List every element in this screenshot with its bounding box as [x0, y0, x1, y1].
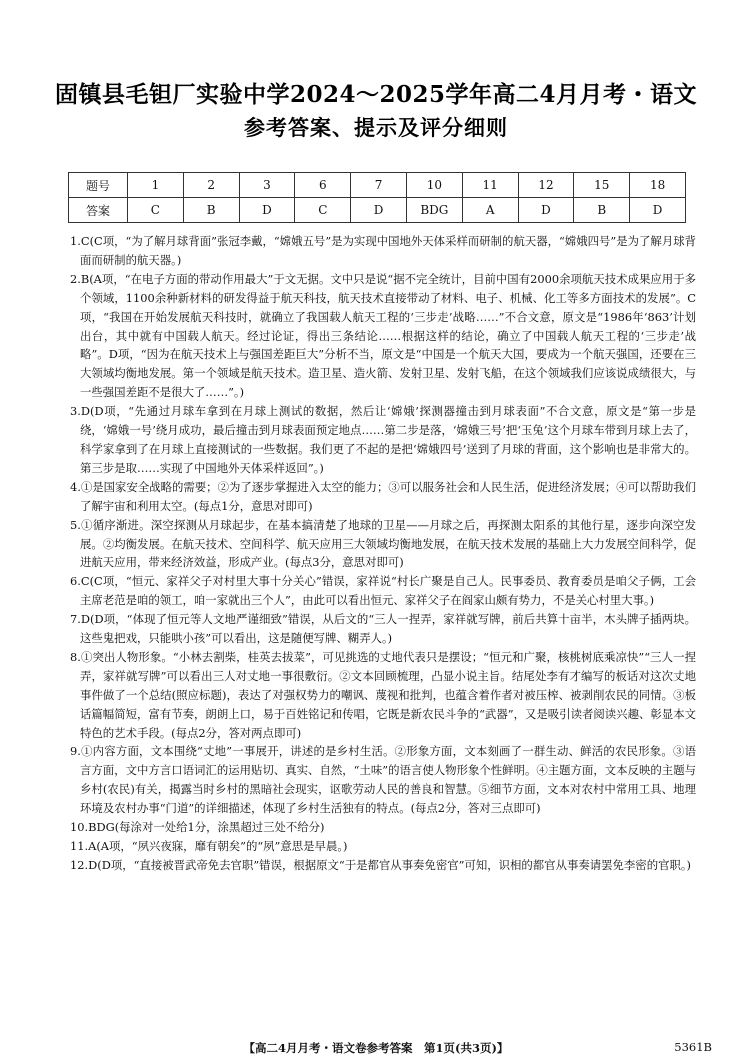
table-cell: 6 [295, 173, 351, 198]
table-cell: A [462, 198, 518, 223]
answer-explanations [70, 232, 696, 875]
page-footer: 【高二4月月考・语文卷参考答案 第1页(共3页)】 [243, 1041, 509, 1055]
table-cell: 11 [462, 173, 518, 198]
table-cell: D [630, 198, 686, 223]
explanation-item: 2.B(A项，“在电子方面的带动作用最大”于文无据。文中只是说“据不完全统计，目前中国有2000余项航天技术成果应用于多个领域，1100余种新材料的研发得益于航天科技，航天技术直接带动了材料、电子、机械、化工等多方面技术的发展”。C项，“我国在开始发展航天科技时，就确立了我国载人航天工程的‘三步走’战略……”不合文意，原文是“1986年‘863’计划出台，其中就有中国载人航天。经过论证，得出三条结论……根据这样的结论，确立了中国载人航天工程的‘三步走’战略”。D项，“因为在航天技术上与强国差距巨大”分析不当，原文是“中国是一个航天大国，要成为一个航天强国，还要在三大领域均衡地发展。第一个领域是航天技术。造卫星、造火箭、发射卫星、发射飞船，在这个领域我们应该说成绩很大，与一些强国差距不是很大了……”。) [70, 271, 696, 400]
paper-code: 5361B [674, 1040, 712, 1054]
answer-row [69, 198, 686, 223]
row-label-number: 题号 [69, 173, 128, 198]
page-title: 固镇县毛钽厂实验中学2024～2025学年高二4月月考・语文 [54, 81, 698, 108]
table-cell: B [574, 198, 630, 223]
table-cell: C [128, 198, 184, 223]
table-cell: 2 [183, 173, 239, 198]
explanation-item: 8.①突出人物形象。“小林去割柴，桂英去拔菜”，可见挑选的丈地代表只是摆设；“恒元和广聚，核桃树底乘凉快”“三人一捏弄，家祥就写牌”可以看出三人对丈地一事很敷衍。②文本回顾梳理，凸显小说主旨。结尾处李有才编写的板话对这次丈地事件做了一个总结(照应标题)，表达了对强权势力的嘲讽、蔑视和批判，也蕴含着作者对被压榨、被剥削农民的同情。③板话篇幅简短，富有节奏，朗朗上口，易于百姓铭记和传唱，它既是新农民斗争的“武器”，又是吸引读者阅读兴趣、彰显本文特色的艺术手段。(每点2分，答对两点即可) [70, 649, 696, 740]
page-subtitle: 参考答案、提示及评分细则 [244, 115, 508, 140]
table-cell: 18 [630, 173, 686, 198]
explanation-item: 7.D(D项，“体现了恒元等人文地严谨细致”错误，从后文的“三人一捏弄，家祥就写牌，前后共算十亩半，木头牌子插两块。这些鬼把戏，只能哄小孩”可以看出，这是随便写牌、糊弄人。) [70, 612, 696, 646]
explanation-item: 10.BDG(每涂对一处给1分，涂黑超过三处不给分) [70, 820, 325, 835]
explanation-item: 4.①是国家安全战略的需要；②为了逐步掌握进入太空的能力；③可以服务社会和人民生活，促进经济发展；④可以帮助我们了解宇宙和利用太空。(每点1分，意思对即可) [70, 479, 696, 513]
table-cell: 1 [128, 173, 184, 198]
explanation-item: 1.C(C项，“为了解月球背面”张冠李戴，“嫦娥五号”是为实现中国地外天体采样而研制的航天器，“嫦娥四号”是为了解月球背面而研制的航天器。) [70, 234, 696, 267]
explanation-item: 5.①循序渐进。深空探测从月球起步，在基本搞清楚了地球的卫星——月球之后，再探测太阳系的其他行星，逐步向深空发展。②均衡发展。在航天技术、空间科学、航天应用三大领域均衡地发展，在航天技术发展的基础上大力发展空间科学，促进航天应用，带来经济效益，形成产业。(每点3分，意思对即可) [70, 517, 696, 570]
answer-table [68, 172, 686, 223]
table-cell: C [295, 198, 351, 223]
explanation-item: 12.D(D项，“直接被晋武帝免去官职”错误，根据原文“于是都官从事奏免密官”可知，识相的都官从事奏请罢免李密的官职。) [70, 857, 692, 872]
table-cell: 15 [574, 173, 630, 198]
table-cell: 10 [406, 173, 462, 198]
table-cell: D [351, 198, 407, 223]
explanation-item: 6.C(C项，“恒元、家祥父子对村里大事十分关心”错误，家祥说“村长广聚是自己人。民事委员、教育委员是咱父子俩，工会主席老范是咱的领工，咱一家就出三个人”，由此可以看出恒元、家祥父子在阎家山颇有势力，不是关心村里大事。) [70, 574, 696, 608]
table-cell: D [239, 198, 295, 223]
table-cell: B [183, 198, 239, 223]
table-cell: 7 [351, 173, 407, 198]
explanation-item: 9.①内容方面，文本围绕“丈地”一事展开，讲述的是乡村生活。②形象方面，文本刻画了一群生动、鲜活的农民形象。③语言方面，文中方言口语词汇的运用贴切、真实、自然，“土味”的语言使人物形象个性鲜明。④主题方面，文本反映的主题与乡村(农民)有关，揭露当时乡村的黑暗社会现实，讴歌劳动人民的善良和智慧。⑤细节方面，文本对农村中常用工具、地理环境及农村办事“门道”的详细描述，体现了乡村生活独有的特点。(每点2分，答对三点即可) [70, 744, 696, 816]
question-number-row [69, 173, 686, 198]
table-cell: D [518, 198, 574, 223]
row-label-answer: 答案 [69, 198, 128, 223]
explanation-item: 11.A(A项，“夙兴夜寐，靡有朝矣”的“夙”意思是早晨。) [70, 839, 348, 853]
table-cell: BDG [406, 198, 462, 223]
table-cell: 12 [518, 173, 574, 198]
explanation-item: 3.D(D项，“先通过月球车拿到在月球上测试的数据，然后让‘嫦娥’探测器撞击到月球表面”不合文意，原文是“第一步是绕，‘嫦娥一号’绕月成功，最后撞击到月球表面预定地点……第二步是落，‘嫦娥三号’把‘玉兔’这个月球车带到月球上去了，科学家拿到了在月球上直接测试的一些数据。我们更了不起的是把‘嫦娥四号’送到了月球的背面，这个影响也是非常大的。第三步是取……实现了中国地外天体采样返回”。) [70, 404, 696, 475]
table-cell: 3 [239, 173, 295, 198]
